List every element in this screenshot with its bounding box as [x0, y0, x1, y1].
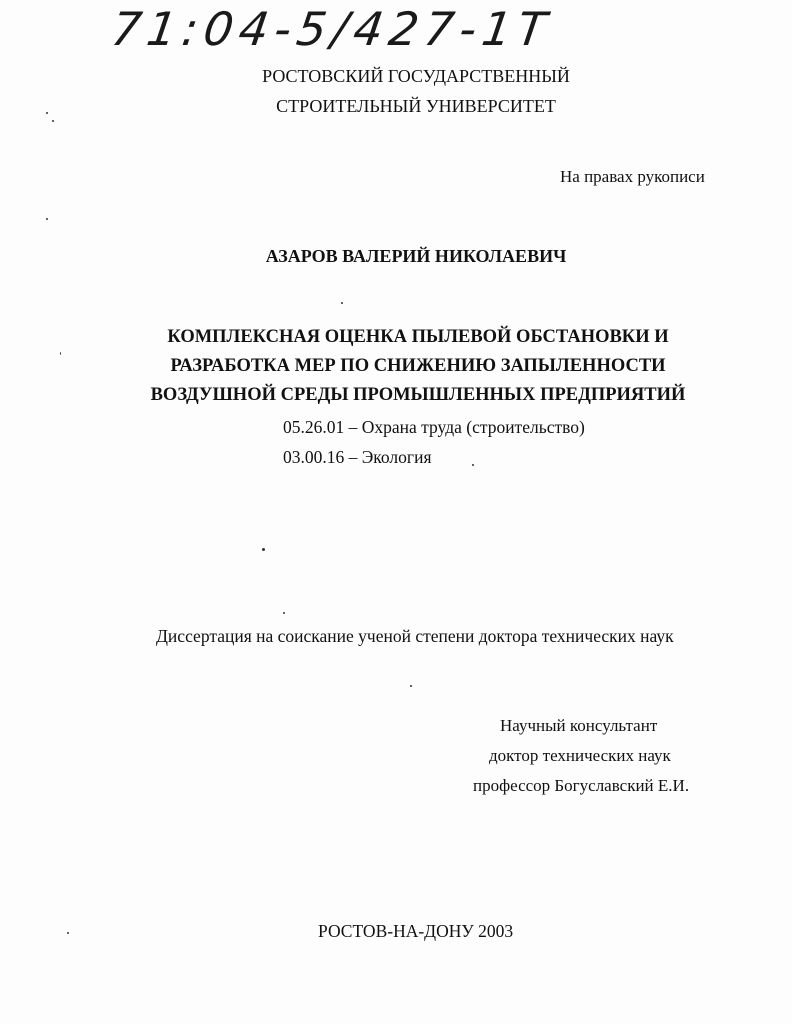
scan-speck: [46, 218, 48, 220]
title-line3: ВОЗДУШНОЙ СРЕДЫ ПРОМЫШЛЕННЫХ ПРЕДПРИЯТИЙ: [150, 385, 686, 405]
scan-speck: [262, 548, 265, 551]
scan-speck: [472, 464, 474, 466]
rights-note: На правах рукописи: [560, 167, 705, 186]
scan-speck: [341, 302, 343, 304]
university-name-line1: РОСТОВСКИЙ ГОСУДАРСТВЕННЫЙ: [262, 66, 570, 86]
consultant-degree: доктор технических наук: [489, 746, 671, 765]
scan-speck: [67, 932, 69, 934]
consultant-label: Научный консультант: [500, 716, 658, 735]
scan-speck: [283, 612, 285, 614]
university-name-line2: СТРОИТЕЛЬНЫЙ УНИВЕРСИТЕТ: [276, 96, 556, 116]
dissertation-degree: Диссертация на соискание ученой степени доктора технических наук: [156, 626, 674, 646]
scan-speck: [46, 112, 48, 114]
scan-speck: [60, 352, 61, 355]
archive-stamp: 71:04-5/427-1Т: [108, 2, 556, 56]
specialty-1: 05.26.01 – Охрана труда (строительство): [283, 417, 585, 437]
scan-speck: [52, 120, 54, 122]
specialty-2: 03.00.16 – Экология: [283, 447, 432, 467]
title-line2: РАЗРАБОТКА МЕР ПО СНИЖЕНИЮ ЗАПЫЛЕННОСТИ: [170, 356, 666, 376]
city-year: РОСТОВ-НА-ДОНУ 2003: [318, 921, 514, 941]
consultant-name: профессор Богуславский Е.И.: [473, 776, 690, 795]
title-line1: КОМПЛЕКСНАЯ ОЦЕНКА ПЫЛЕВОЙ ОБСТАНОВКИ И: [167, 327, 669, 347]
dissertation-title: [0, 323, 792, 410]
author-name: АЗАРОВ ВАЛЕРИЙ НИКОЛАЕВИЧ: [265, 246, 567, 266]
scan-speck: [410, 685, 412, 687]
